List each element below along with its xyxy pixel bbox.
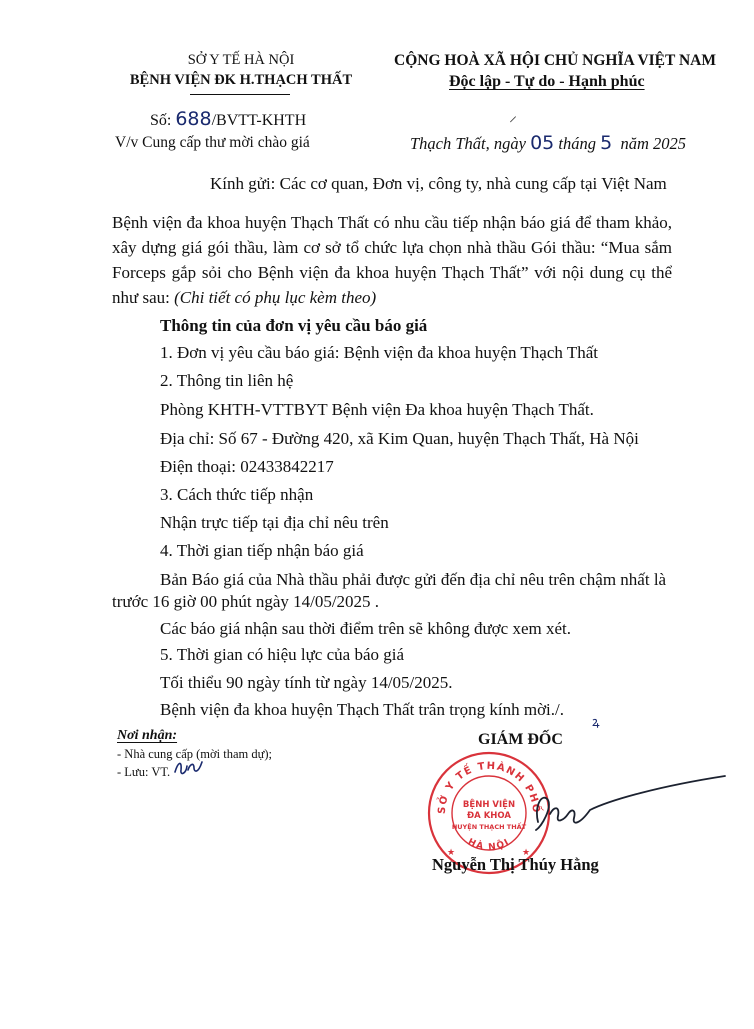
item-5-validity: Tối thiểu 90 ngày tính từ ngày 14/05/2025. bbox=[160, 673, 453, 692]
svg-text:★: ★ bbox=[447, 847, 456, 857]
item-4-deadline-line1: Bản Báo giá của Nhà thầu phải được gửi đến địa chỉ nêu trên chậm nhất là bbox=[160, 570, 667, 589]
archive-initials-icon bbox=[172, 756, 210, 780]
item-3-method: Nhận trực tiếp tại địa chỉ nêu trên bbox=[160, 513, 389, 532]
item-2-address: Địa chỉ: Số 67 - Đường 420, xã Kim Quan, huyện Thạch Thất, Hà Nội bbox=[160, 429, 639, 448]
intro-note: (Chi tiết có phụ lục kèm theo) bbox=[174, 288, 377, 307]
item-2-department: Phòng KHTH-VTTBYT Bệnh viện Đa khoa huyện Thạch Thất. bbox=[160, 400, 594, 419]
nation-title: CỘNG HOÀ XÃ HỘI CHỦ NGHĨA VIỆT NAM bbox=[394, 52, 716, 69]
item-4-deadline-line2: trước 16 giờ 00 phút ngày 14/05/2025 . bbox=[112, 592, 380, 611]
pen-mark: ⸝ bbox=[509, 108, 518, 125]
document-date: Thạch Thất, ngày 05 tháng 5 năm 2025 bbox=[410, 132, 687, 154]
svg-text:★: ★ bbox=[522, 847, 531, 857]
item-4-late-notice: Các báo giá nhận sau thời điểm trên sẽ không được xem xét. bbox=[160, 619, 572, 638]
document-subject: V/v Cung cấp thư mời chào giá bbox=[115, 134, 310, 151]
hospital-name: BỆNH VIỆN ĐK H.THẠCH THẤT bbox=[129, 72, 353, 88]
item-4: 4. Thời gian tiếp nhận báo giá bbox=[160, 541, 364, 560]
svg-text:HÀ NỘI: HÀ NỘI bbox=[466, 837, 512, 853]
signature-icon bbox=[520, 770, 730, 850]
svg-text:SỞ Y TẾ THÀNH PHỐ: SỞ Y TẾ THÀNH PHỐ bbox=[436, 760, 542, 815]
recipients-line-1: - Nhà cung cấp (mời tham dự); bbox=[117, 747, 273, 761]
recipients-line-2: - Lưu: VT. bbox=[117, 765, 171, 779]
item-3: 3. Cách thức tiếp nhận bbox=[160, 485, 314, 504]
item-1: 1. Đơn vị yêu cầu báo giá: Bệnh viện đa khoa huyện Thạch Thất bbox=[160, 343, 598, 362]
intro-paragraph: Bệnh viện đa khoa huyện Thạch Thất có nhu cầu tiếp nhận báo giá để tham khảo, xây dựng giá gói thầu, làm cơ sở tổ chức lựa chọn nhà thầu Gói thầu: “Mua sắm Forceps gắp sỏi cho Bệnh viện đa khoa huyện Thạch Thất” với nội dung cụ thể như sau: (Chi tiết có phụ lục kèm theo) bbox=[112, 213, 672, 307]
nation-motto: Độc lập - Tự do - Hạnh phúc bbox=[449, 73, 645, 90]
handwritten-number: 688 bbox=[175, 108, 212, 130]
signer-name: Nguyễn Thị Thúy Hằng bbox=[432, 855, 599, 874]
document-number: Số: 688/BVTT-KHTH bbox=[150, 108, 307, 130]
agency-name: SỞ Y TẾ HÀ NỘI bbox=[187, 52, 295, 68]
item-2: 2. Thông tin liên hệ bbox=[160, 371, 294, 390]
initials-mark: ꝝ bbox=[592, 715, 600, 730]
svg-text:BỆNH VIỆN: BỆNH VIỆN bbox=[462, 800, 516, 810]
svg-text:ĐA KHOA: ĐA KHOA bbox=[467, 811, 511, 821]
section-title: Thông tin của đơn vị yêu cầu báo giá bbox=[160, 316, 428, 335]
recipients-title: Nơi nhận: bbox=[117, 728, 178, 743]
recipient-line: Kính gửi: Các cơ quan, Đơn vị, công ty, nhà cung cấp tại Việt Nam bbox=[210, 174, 667, 193]
handwritten-month: 5 bbox=[600, 132, 613, 154]
svg-text:HUYỆN THẠCH THẤT: HUYỆN THẠCH THẤT bbox=[451, 823, 527, 831]
item-2-phone: Điện thoại: 02433842217 bbox=[160, 457, 334, 476]
handwritten-day: 05 bbox=[530, 132, 555, 154]
closing-line: Bệnh viện đa khoa huyện Thạch Thất trân trọng kính mời./. bbox=[160, 700, 564, 719]
signature-title: GIÁM ĐỐC bbox=[478, 731, 563, 748]
item-5: 5. Thời gian có hiệu lực của báo giá bbox=[160, 645, 405, 664]
hospital-underline bbox=[190, 94, 290, 95]
